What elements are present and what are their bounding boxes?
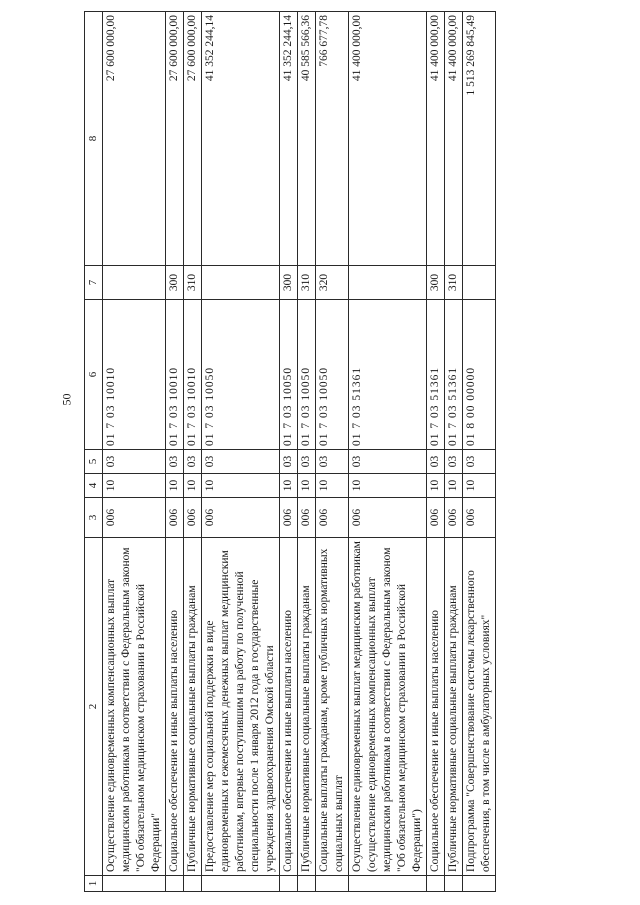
cell-name: Предоставление мер социальной поддержки в виде единовременных и ежемесячных денежных выплат медицинским работникам, впервые поступившим на работу по полученной специальности после 1 января 2012 года в государственные учреждения здравоохранения Омской области xyxy=(202,538,280,876)
cell-subsection: 03 xyxy=(184,450,202,474)
cell-col-1 xyxy=(349,876,427,892)
cell-name: Социальное обеспечение и иные выплаты населению xyxy=(427,538,445,876)
cell-col-1 xyxy=(103,876,166,892)
rotated-table-area xyxy=(84,12,610,892)
header-col-1: 1 xyxy=(85,876,103,892)
cell-amount: 41 352 244,14 xyxy=(202,12,280,266)
cell-amount: 41 400 000,00 xyxy=(349,12,427,266)
cell-expense-type xyxy=(103,266,166,300)
cell-ministry: 006 xyxy=(427,498,445,538)
cell-target-article: 01 7 03 51361 xyxy=(427,300,445,450)
cell-ministry: 006 xyxy=(445,498,463,538)
cell-section: 10 xyxy=(184,474,202,498)
cell-ministry: 006 xyxy=(349,498,427,538)
cell-name: Социальное обеспечение и иные выплаты населению xyxy=(280,538,298,876)
header-col-2: 2 xyxy=(85,538,103,876)
cell-name: Осуществление единовременных выплат медицинским работникам (осуществление единовременных компенсационных выплат медицинским работникам в соответствии с Федеральным законом "Об обязательном медицинском страховании в Российской Федерации") xyxy=(349,538,427,876)
page-number: 50 xyxy=(59,393,74,406)
cell-expense-type xyxy=(463,266,496,300)
header-col-8: 8 xyxy=(85,12,103,266)
cell-expense-type: 300 xyxy=(427,266,445,300)
cell-col-1 xyxy=(202,876,280,892)
table-row xyxy=(463,12,496,892)
cell-expense-type: 310 xyxy=(298,266,316,300)
budget-table xyxy=(84,11,496,892)
cell-section: 10 xyxy=(280,474,298,498)
cell-col-1 xyxy=(445,876,463,892)
cell-section: 10 xyxy=(463,474,496,498)
cell-amount: 27 600 000,00 xyxy=(184,12,202,266)
cell-subsection: 03 xyxy=(298,450,316,474)
table-container xyxy=(84,12,610,892)
cell-ministry: 006 xyxy=(316,498,349,538)
table-row xyxy=(427,12,445,892)
cell-amount: 40 585 566,36 xyxy=(298,12,316,266)
cell-ministry: 006 xyxy=(184,498,202,538)
cell-name: Публичные нормативные социальные выплаты гражданам xyxy=(184,538,202,876)
cell-expense-type: 320 xyxy=(316,266,349,300)
cell-ministry: 006 xyxy=(202,498,280,538)
cell-ministry: 006 xyxy=(166,498,184,538)
table-row xyxy=(316,12,349,892)
cell-section: 10 xyxy=(166,474,184,498)
header-col-3: 3 xyxy=(85,498,103,538)
cell-amount: 1 513 269 845,49 xyxy=(463,12,496,266)
header-col-5: 5 xyxy=(85,450,103,474)
cell-subsection: 03 xyxy=(103,450,166,474)
cell-subsection: 03 xyxy=(166,450,184,474)
cell-col-1 xyxy=(427,876,445,892)
cell-name: Социальное обеспечение и иные выплаты населению xyxy=(166,538,184,876)
cell-name: Публичные нормативные социальные выплаты гражданам xyxy=(298,538,316,876)
cell-ministry: 006 xyxy=(463,498,496,538)
cell-subsection: 03 xyxy=(280,450,298,474)
cell-name: Подпрограмма "Совершенствование системы лекарственного обеспечения, в том числе в амбулаторных условиях" xyxy=(463,538,496,876)
cell-amount: 41 400 000,00 xyxy=(427,12,445,266)
cell-section: 10 xyxy=(427,474,445,498)
table-row xyxy=(349,12,427,892)
table-row xyxy=(445,12,463,892)
cell-amount: 27 600 000,00 xyxy=(166,12,184,266)
cell-target-article: 01 7 03 51361 xyxy=(349,300,427,450)
cell-target-article: 01 7 03 10010 xyxy=(184,300,202,450)
table-row xyxy=(103,12,166,892)
cell-col-1 xyxy=(184,876,202,892)
cell-col-1 xyxy=(280,876,298,892)
table-row xyxy=(166,12,184,892)
table-row xyxy=(202,12,280,892)
cell-subsection: 03 xyxy=(427,450,445,474)
cell-target-article: 01 7 03 10050 xyxy=(298,300,316,450)
cell-subsection: 03 xyxy=(445,450,463,474)
table-row xyxy=(280,12,298,892)
cell-expense-type: 300 xyxy=(280,266,298,300)
table-row xyxy=(184,12,202,892)
table-row xyxy=(298,12,316,892)
cell-expense-type: 310 xyxy=(445,266,463,300)
cell-section: 10 xyxy=(103,474,166,498)
cell-target-article: 01 7 03 10050 xyxy=(202,300,280,450)
cell-subsection: 03 xyxy=(202,450,280,474)
header-row xyxy=(85,12,103,892)
cell-target-article: 01 7 03 10050 xyxy=(280,300,298,450)
cell-section: 10 xyxy=(349,474,427,498)
cell-col-1 xyxy=(166,876,184,892)
cell-amount: 766 677,78 xyxy=(316,12,349,266)
cell-name: Осуществление единовременных компенсационных выплат медицинским работникам в соответствии с Федеральным законом "Об обязательном медицинском страховании в Российской Федерации" xyxy=(103,538,166,876)
cell-subsection: 03 xyxy=(349,450,427,474)
cell-target-article: 01 7 03 51361 xyxy=(445,300,463,450)
cell-col-1 xyxy=(463,876,496,892)
cell-section: 10 xyxy=(298,474,316,498)
cell-section: 10 xyxy=(202,474,280,498)
cell-name: Социальные выплаты гражданам, кроме публичных нормативных социальных выплат xyxy=(316,538,349,876)
cell-amount: 41 352 244,14 xyxy=(280,12,298,266)
cell-subsection: 03 xyxy=(316,450,349,474)
cell-section: 10 xyxy=(316,474,349,498)
header-col-6: 6 xyxy=(85,300,103,450)
cell-target-article: 01 8 00 00000 xyxy=(463,300,496,450)
cell-col-1 xyxy=(316,876,349,892)
cell-target-article: 01 7 03 10010 xyxy=(103,300,166,450)
cell-target-article: 01 7 03 10050 xyxy=(316,300,349,450)
header-col-7: 7 xyxy=(85,266,103,300)
cell-name: Публичные нормативные социальные выплаты гражданам xyxy=(445,538,463,876)
cell-ministry: 006 xyxy=(298,498,316,538)
cell-ministry: 006 xyxy=(280,498,298,538)
cell-subsection: 03 xyxy=(463,450,496,474)
cell-target-article: 01 7 03 10010 xyxy=(166,300,184,450)
cell-amount: 27 600 000,00 xyxy=(103,12,166,266)
cell-col-1 xyxy=(298,876,316,892)
cell-section: 10 xyxy=(445,474,463,498)
cell-expense-type: 310 xyxy=(184,266,202,300)
cell-amount: 41 400 000,00 xyxy=(445,12,463,266)
header-col-4: 4 xyxy=(85,474,103,498)
cell-expense-type xyxy=(202,266,280,300)
cell-expense-type xyxy=(349,266,427,300)
cell-expense-type: 300 xyxy=(166,266,184,300)
cell-ministry: 006 xyxy=(103,498,166,538)
